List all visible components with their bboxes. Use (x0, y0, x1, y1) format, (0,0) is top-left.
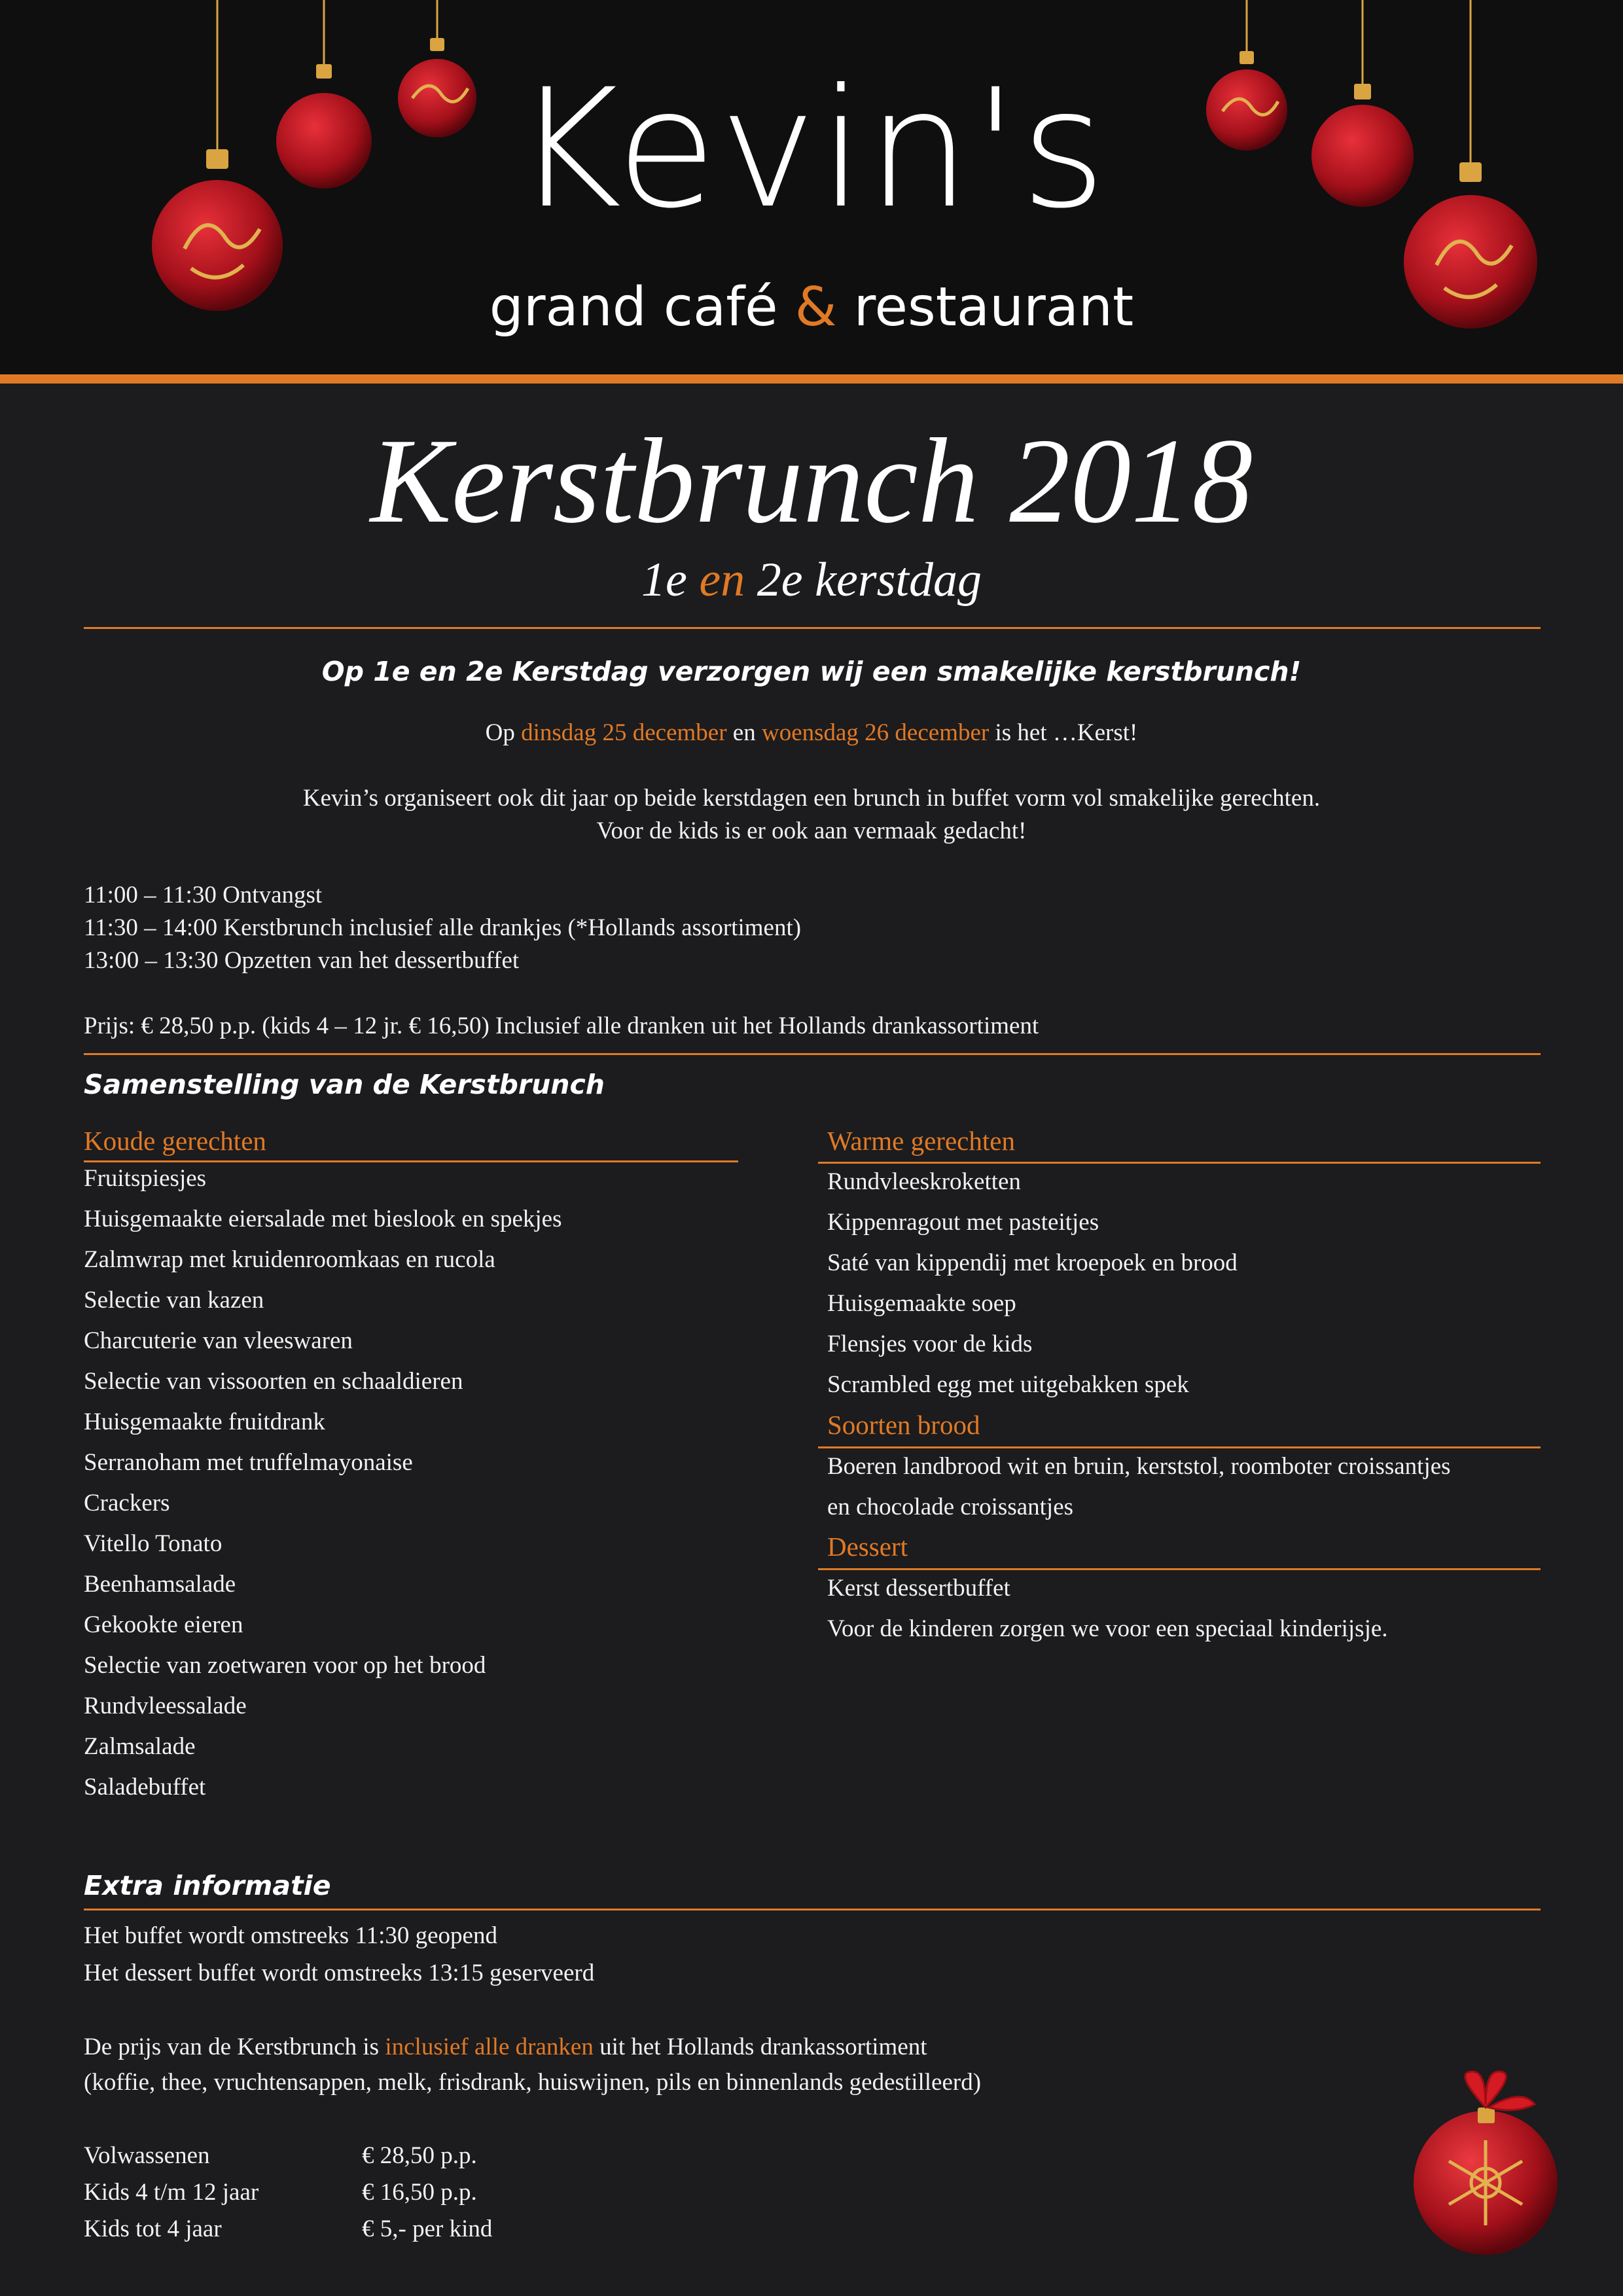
date-2: woensdag 26 december (761, 719, 990, 746)
schedule-item: 11:00 – 11:30 Ontvangst (84, 882, 323, 908)
incl-post: uit het Hollands drankassortiment (593, 2034, 927, 2060)
menu-heading: Samenstelling van de Kerstbrunch (84, 1069, 605, 1100)
warm-dishes-heading: Warme gerechten (827, 1126, 1015, 1156)
extra-line-1: Het buffet wordt omstreeks 11:30 geopend (84, 1922, 497, 1949)
list-item: Serranoham met truffelmayonaise (84, 1449, 413, 1476)
intro-line-2: Voor de kids is er ook aan vermaak gedacht! (596, 817, 1027, 844)
subtitle-c: 2e kerstdag (745, 553, 982, 607)
list-item: Saté van kippendij met kroepoek en brood (827, 1249, 1238, 1276)
list-item: Scrambled egg met uitgebakken spek (827, 1371, 1189, 1398)
cold-dishes-list (84, 1158, 562, 1808)
list-item: Beenhamsalade (84, 1571, 236, 1598)
divider (84, 1053, 1541, 1055)
list-item: Crackers (84, 1490, 170, 1516)
intro-heading: Op 1e en 2e Kerstdag verzorgen wij een smakelijke kerstbrunch! (321, 656, 1302, 687)
subtitle-b: en (699, 553, 745, 607)
price-row-adults (84, 2138, 477, 2174)
list-item: Flensjes voor de kids (827, 1331, 1033, 1357)
drinks-list-line: (koffie, thee, vruchtensappen, melk, frisdrank, huiswijnen, pils en binnenlands gedestilleerd) (84, 2069, 982, 2096)
list-item: Rundvleessalade (84, 1693, 247, 1719)
divider (84, 1909, 1541, 1910)
list-item: Huisgemaakte eiersalade met bieslook en spekjes (84, 1206, 562, 1232)
price-value: € 28,50 p.p. (362, 2142, 477, 2169)
list-item: Zalmwrap met kruidenroomkaas en rucola (84, 1246, 495, 1273)
list-item: Selectie van vissoorten en schaaldieren (84, 1368, 463, 1395)
dates-mid: en (726, 719, 762, 746)
list-item: Voor de kinderen zorgen we voor een speciaal kinderijsje. (827, 1615, 1388, 1642)
list-item: Rundvleeskroketten (827, 1168, 1021, 1195)
dates-post: is het …Kerst! (989, 719, 1138, 746)
list-item: Fruitspiesjes (84, 1165, 207, 1192)
bread-heading: Soorten brood (827, 1410, 980, 1440)
header-divider (0, 374, 1623, 384)
date-1: dinsdag 25 december (521, 719, 727, 746)
price-line: Prijs: € 28,50 p.p. (kids 4 – 12 jr. € 16,50) Inclusief alle dranken uit het Hollands drankassortiment (84, 1013, 1039, 1039)
dessert-heading: Dessert (827, 1532, 908, 1562)
price-value: € 16,50 p.p. (362, 2179, 477, 2206)
incl-highlight: inclusief alle dranken (385, 2034, 594, 2060)
intro-line-1: Kevin’s organiseert ook dit jaar op beide kerstdagen een brunch in buffet vorm vol smakelijke gerechten. (302, 785, 1321, 812)
intro-dates (0, 717, 1623, 749)
present-bauble-icon (1407, 2068, 1577, 2265)
list-item: Selectie van zoetwaren voor op het brood (84, 1652, 486, 1679)
dates-pre: Op (485, 719, 522, 746)
list-item: Vitello Tonato (84, 1530, 223, 1557)
list-item: Kippenragout met pasteitjes (827, 1209, 1099, 1236)
bread-list (827, 1446, 1451, 1528)
brand-sub-amp: & (794, 276, 837, 338)
price-label: Kids tot 4 jaar (84, 2215, 222, 2242)
price-row-toddlers (84, 2211, 492, 2248)
list-item: Charcuterie van vleeswaren (84, 1327, 353, 1354)
extra-heading: Extra informatie (84, 1870, 331, 1901)
list-item: Saladebuffet (84, 1774, 206, 1801)
list-item: Huisgemaakte fruitdrank (84, 1408, 325, 1435)
subtitle-a: 1e (641, 553, 700, 607)
incl-pre: De prijs van de Kerstbrunch is (84, 2034, 385, 2060)
divider (84, 627, 1541, 629)
brand-sub-after: restaurant (836, 276, 1134, 338)
brand-subtitle (0, 275, 1623, 340)
list-item: Selectie van kazen (84, 1287, 264, 1314)
price-label: Volwassenen (84, 2142, 210, 2169)
brand-sub-before: grand café (489, 276, 795, 338)
extra-line-2: Het dessert buffet wordt omstreeks 13:15 geserveerd (84, 1960, 595, 1986)
cold-dishes-heading: Koude gerechten (84, 1126, 266, 1156)
page-title: Kerstbrunch 2018 (370, 414, 1253, 548)
dessert-list (827, 1568, 1388, 1649)
page-subtitle (0, 548, 1623, 611)
list-item: Zalmsalade (84, 1733, 196, 1760)
price-row-kids (84, 2174, 477, 2211)
list-item: Huisgemaakte soep (827, 1290, 1016, 1317)
list-item: Gekookte eieren (84, 1611, 243, 1638)
schedule-item: 13:00 – 13:30 Opzetten van het dessertbuffet (84, 947, 520, 974)
list-item: Boeren landbrood wit en bruin, kerststol, roomboter croissantjes (827, 1453, 1451, 1480)
warm-dishes-list (827, 1162, 1238, 1405)
schedule-item: 11:30 – 14:00 Kerstbrunch inclusief alle drankjes (*Hollands assortiment) (84, 914, 802, 941)
price-label: Kids 4 t/m 12 jaar (84, 2179, 259, 2206)
list-item: Kerst dessertbuffet (827, 1575, 1010, 1602)
list-item: en chocolade croissantjes (827, 1494, 1074, 1520)
price-value: € 5,- per kind (362, 2215, 493, 2242)
inclusive-drinks-line (84, 2031, 927, 2064)
brand-name: Kevin's (514, 54, 1109, 244)
